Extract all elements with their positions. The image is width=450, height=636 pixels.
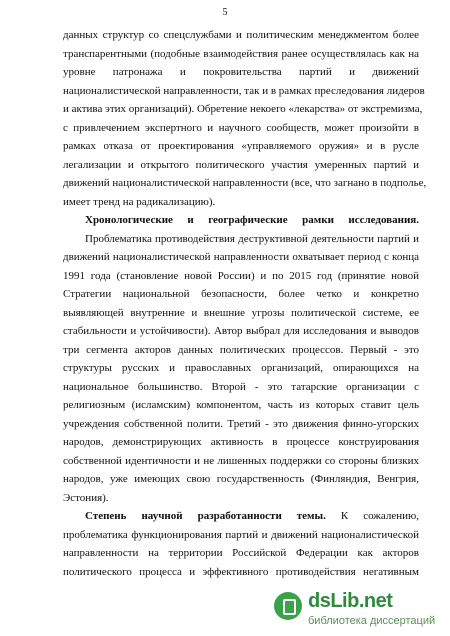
paragraph-line: учреждения собственной полити. Третий - это движения финно-угорских xyxy=(63,417,419,430)
section-heading-text: Степень научной разработанности темы. xyxy=(85,510,326,522)
paragraph-line: политического процесса и эффективного противодействия негативным xyxy=(63,565,419,578)
paragraph-line: три сегмента акторов данных политических процессов. Первый - это xyxy=(63,343,419,356)
paragraph-line: имеет тренд на радикализацию). xyxy=(63,195,216,208)
paragraph-line: Эстония). xyxy=(63,491,109,504)
paragraph-line: национальное большинство. Второй - это татарские организации с xyxy=(63,380,419,393)
paragraph-line: националистической направленности, так и в рамках преследования лидеров xyxy=(63,84,425,97)
paragraph-line: транспарентными (подобные взаимодействия ранее осуществлялась как на xyxy=(63,47,419,60)
paragraph-line: движений националистической направленности (все, что загнано в подполье, xyxy=(63,177,427,189)
paragraph-line: направленности на территории Российской Федерации как акторов xyxy=(63,547,419,559)
heading-tail-text: К сожалению, xyxy=(325,510,419,522)
paragraph-line: рамках отказа от проектирования «управляемого оружия» и в русле xyxy=(63,140,419,152)
paragraph-line: Проблематика противодействия деструктивной деятельности партий и xyxy=(85,232,419,245)
paragraph-line: легализации и открытого политического участия умеренных партий и xyxy=(63,158,419,171)
paragraph-line: с привлечением экспертного и научного сообществ, может произойти в xyxy=(63,121,419,134)
paragraph-line: религиозным (исламским) компонентом, часть из которых ставит цель xyxy=(63,399,419,411)
watermark-subtitle: библиотека диссертаций xyxy=(308,615,436,627)
paragraph-line: собственной идентичности и не лишенных поддержки со стороны близких xyxy=(63,454,419,467)
section-heading-text: Хронологические и географические рамки исследования. xyxy=(85,214,419,226)
paragraph-line: уровне патронажа и покровительства партий и движений xyxy=(63,66,419,78)
paragraph-line: народов, демонстрирующих активность в процессе конструирования xyxy=(63,436,419,448)
paragraph-line: выявляющей внутренние и внешние угрозы политической системе, ее xyxy=(63,306,419,319)
page-number: 5 xyxy=(222,7,228,18)
paragraph-line: Стратегии национальной безопасности, более четко и конкретно xyxy=(63,288,419,300)
paragraph-line: стабильности и устойчивости). Автор выбрал для исследования и выводов xyxy=(63,325,419,337)
paragraph-line: данных структур со спецслужбами и политическим менеджментом более xyxy=(63,29,419,41)
paragraph-line: структуры русских и православных организаций, опирающихся на xyxy=(63,362,419,374)
section-heading-chronology xyxy=(63,211,419,230)
dslib-watermark xyxy=(274,590,444,632)
book-logo-icon xyxy=(274,592,302,620)
watermark-title: dsLib.net xyxy=(308,590,393,612)
paragraph-line: и актива этих организаций). Обретение некоего «лекарства» от экстремизма, xyxy=(63,103,423,115)
paragraph-line: проблематика функционирования партий и движений националистической xyxy=(63,528,419,541)
paragraph-line: движений националистической направленности охватывает период с конца xyxy=(63,251,419,263)
section-heading-research xyxy=(63,507,419,526)
paragraph-line: народов, уже имеющих свою государственность (Финляндия, Венгрия, xyxy=(63,473,419,485)
document-body xyxy=(63,26,427,581)
paragraph-line: 1991 года (становление новой России) и по 2015 год (принятие новой xyxy=(63,269,419,282)
